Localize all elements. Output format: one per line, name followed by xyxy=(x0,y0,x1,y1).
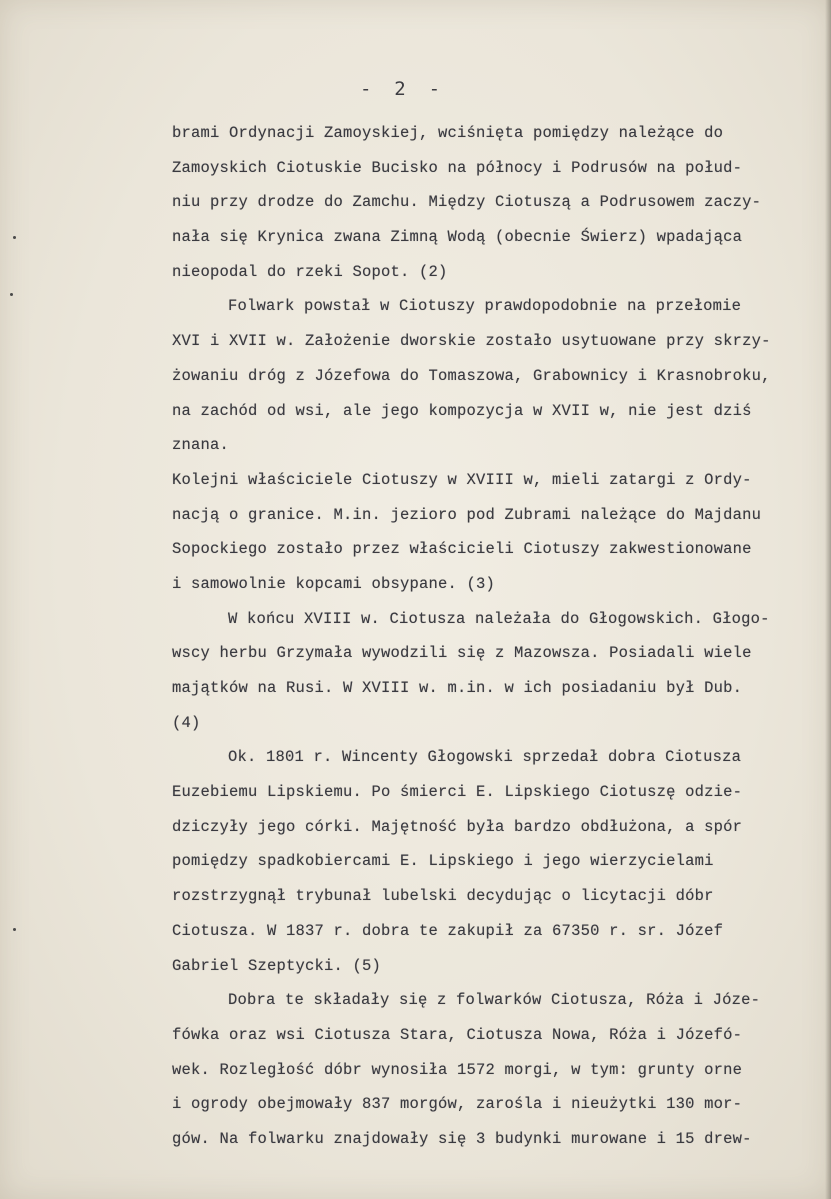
margin-dot xyxy=(13,928,16,931)
text-line: znana. xyxy=(172,436,230,455)
margin-dot xyxy=(13,236,16,239)
text-line: nała się Krynica zwana Zimną Wodą (obecnie Świerz) wpadająca xyxy=(172,228,743,247)
text-line: Sopockiego zostało przez właścicieli Ciotuszy zakwestionowane xyxy=(172,540,752,559)
text-line: W końcu XVIII w. Ciotusza należała do Głogowskich. Głogo- xyxy=(228,609,770,628)
margin-dot xyxy=(10,293,13,296)
text-line: gów. Na folwarku znajdowały się 3 budynki murowane i 15 drew- xyxy=(172,1129,752,1148)
text-line: fówka oraz wsi Ciotusza Stara, Ciotusza Nowa, Róża i Józefó- xyxy=(172,1025,743,1044)
text-line: na zachód od wsi, ale jego kompozycja w XVII w, nie jest dziś xyxy=(172,401,752,420)
text-line: Folwark powstał w Ciotuszy prawdopodobnie na przełomie xyxy=(228,297,742,316)
text-line: Dobra te składały się z folwarków Ciotusza, Róża i Józe- xyxy=(228,991,761,1010)
text-line: wek. Rozległość dóbr wynosiła 1572 morgi, w tym: grunty orne xyxy=(172,1060,743,1079)
text-line: dziczyły jego córki. Majętność była bardzo obdłużona, a spór xyxy=(172,817,743,836)
text-line: (4) xyxy=(172,713,201,732)
text-line: i samowolnie kopcami obsypane. (3) xyxy=(172,574,496,593)
text-line: Ciotusza. W 1837 r. dobra te zakupił za 67350 r. sr. Józef xyxy=(172,921,724,940)
text-line: brami Ordynacji Zamoyskiej, wciśnięta pomiędzy należące do xyxy=(172,124,724,142)
text-line: Ok. 1801 r. Wincenty Głogowski sprzedał dobra Ciotusza xyxy=(228,748,742,767)
page-number: - 2 - xyxy=(359,78,441,100)
text-line: nacją o granice. M.in. jezioro pod Zubrami należące do Majdanu xyxy=(172,505,762,524)
text-line: Gabriel Szeptycki. (5) xyxy=(172,956,382,975)
text-line: niu przy drodze do Zamchu. Między Ciotuszą a Podrusowem zaczy- xyxy=(172,193,762,212)
text-line: pomiędzy spadkobiercami E. Lipskiego i jego wierzycielami xyxy=(172,852,714,871)
body-text xyxy=(172,116,822,1157)
text-line: Euzebiemu Lipskiemu. Po śmierci E. Lipskiego Ciotuszę odzie- xyxy=(172,783,743,802)
text-line: rozstrzygnął trybunał lubelski decydując o licytacji dóbr xyxy=(172,887,714,906)
text-line: Zamoyskich Ciotuskie Bucisko na północy i Podrusów na połud- xyxy=(172,158,743,177)
text-line: i ogrody obejmowały 837 morgów, zarośla i nieużytki 130 mor- xyxy=(172,1095,743,1114)
text-line: majątków na Rusi. W XVIII w. m.in. w ich posiadaniu był Dub. xyxy=(172,679,743,697)
text-line: nieopodal do rzeki Sopot. (2) xyxy=(172,262,448,281)
text-line: XVI i XVII w. Założenie dworskie zostało usytuowane przy skrzy- xyxy=(172,332,771,351)
text-line: żowaniu dróg z Józefowa do Tomaszowa, Grabownicy i Krasnobroku, xyxy=(172,366,771,385)
text-line: wscy herbu Grzymała wywodzili się z Mazowsza. Posiadali wiele xyxy=(172,644,752,663)
page-edge-shadow xyxy=(825,0,831,1199)
text-line: Kolejni właściciele Ciotuszy w XVIII w, mieli zatargi z Ordy- xyxy=(172,470,752,489)
